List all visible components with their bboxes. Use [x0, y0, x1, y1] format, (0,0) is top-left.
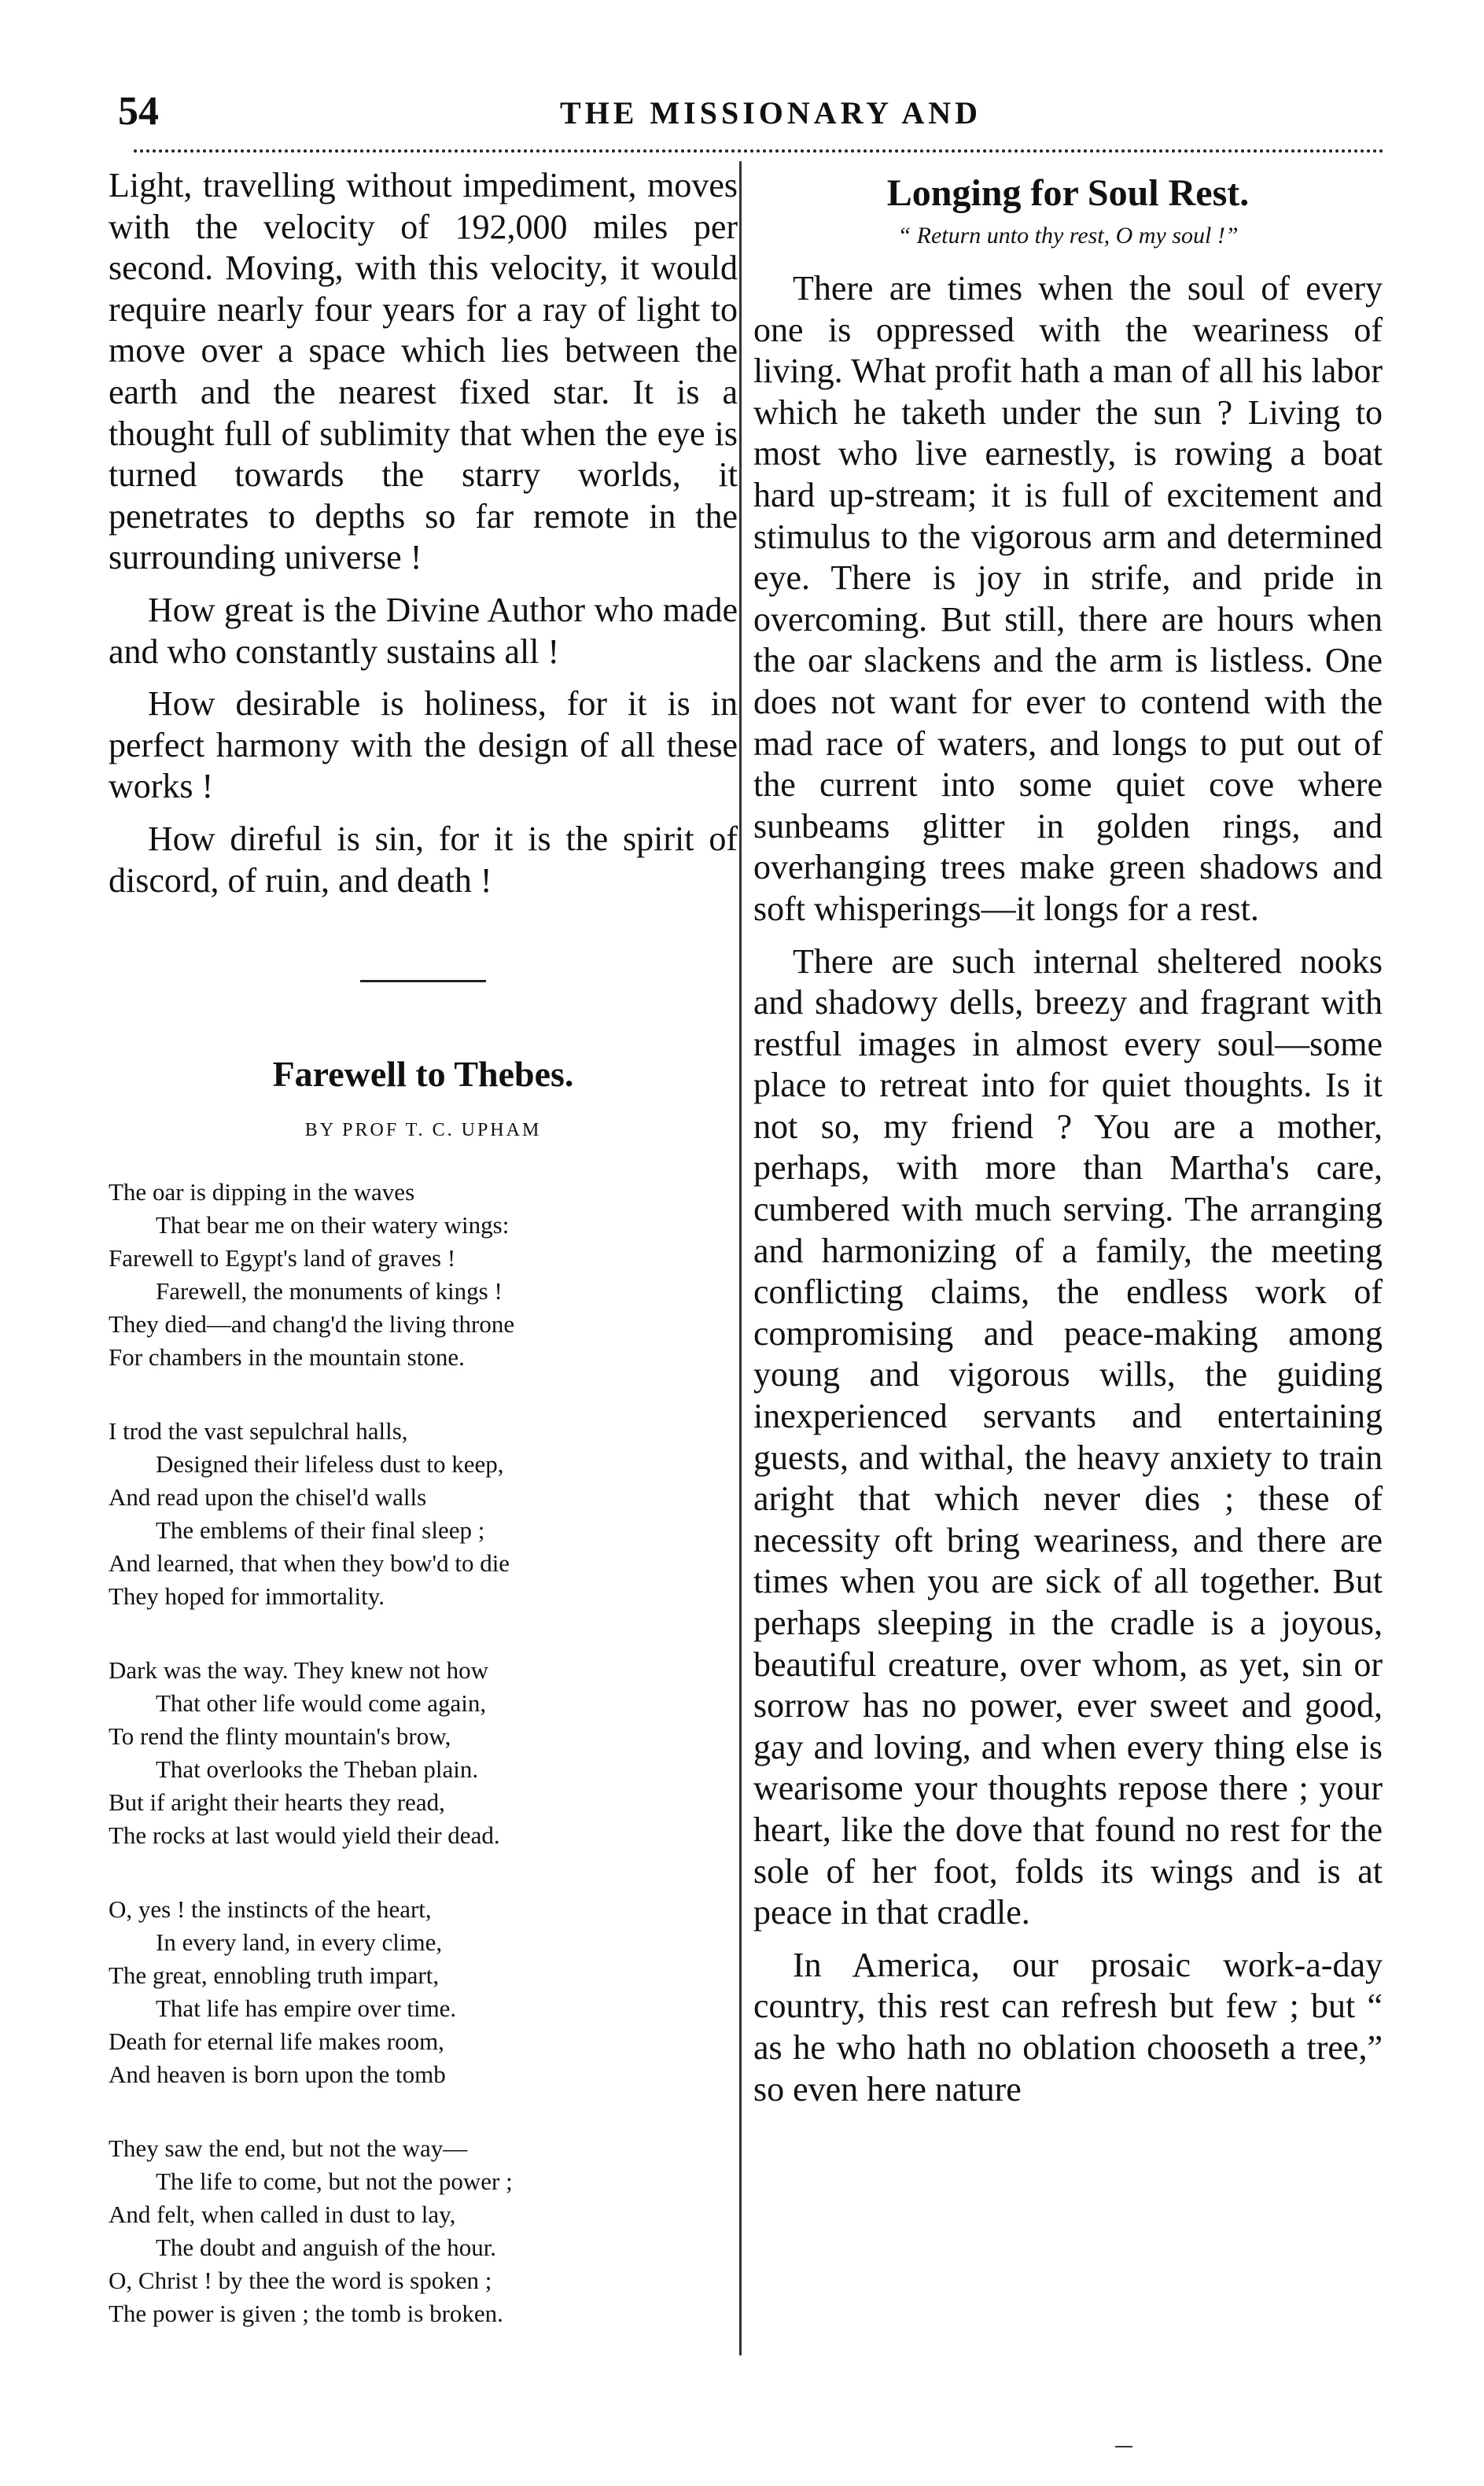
poem-line: And learned, that when they bow'd to die	[109, 1549, 510, 1578]
paragraph: Light, travelling without impediment, moves with the velocity of 192,000 miles per second. Moving, with this velocity, it would require nearly four years for a ray of light to move over a space which lies between the earth and the nearest fixed star. It is a thought full of sublimity that when the eye is turned towards the starry worlds, it penetrates to depths so far remote in the surrounding universe !	[109, 166, 738, 577]
poem-line: I trod the vast sepulchral halls,	[109, 1417, 408, 1446]
running-head: THE MISSIONARY AND	[559, 95, 982, 131]
poem-line: They saw the end, but not the way—	[109, 2134, 468, 2163]
poem-line: O, Christ ! by thee the word is spoken ;	[109, 2267, 492, 2295]
left-column	[109, 165, 738, 2371]
article-title: Longing for Soul Rest.	[886, 172, 1250, 214]
footer-mark	[1115, 2446, 1132, 2447]
paragraph: There are such internal sheltered nooks and shadowy dells, breezy and fragrant with restful images in almost every soul—some place to retreat into for quiet thoughts. Is it not so, my friend ? You are a mother, perhaps, with more than Martha's care, cumbered with much serving. The arranging and harmonizing of a family, the meeting conflicting claims, the endless work of compromising and peace-making among young and vigorous wills, the guiding inexperienced servants and entertaining guests, and withal, the heavy anxiety to train aright that which never dies ; these of necessity oft bring weariness, and there are times when you are sick of all together. But perhaps sleeping in the cradle is a joyous, beautiful creature, over whom, as yet, sin or sorrow has no power, ever sweet and good, gay and loving, and when every thing else is wearisome your thoughts repose there ; your heart, like the dove that found no rest for the sole of her foot, folds its wings and is at peace in that cradle.	[753, 941, 1383, 1932]
poem-stanza	[109, 1893, 738, 2091]
poem-line: In every land, in every clime,	[156, 1928, 443, 1957]
paragraph: There are times when the soul of every one is oppressed with the weariness of living. What profit hath a man of all his labor which he taketh under the sun ? Living to most who live earnestly, is rowing a boat hard up-stream; it is full of excitement and stimulus to the vigorous arm and determined eye. There is joy in strife, and pride in overcoming. But still, there are hours when the oar slackens and the arm is listless. One does not want for ever to contend with the mad race of waters, and longs to put out of the current into some quiet cove where sunbeams glitter in golden rings, and overhanging trees make green shadows and soft whisperings—it longs for a rest.	[753, 269, 1383, 928]
article-epigraph: “ Return unto thy rest, O my soul !”	[897, 223, 1239, 249]
poem-line: The emblems of their final sleep ;	[156, 1516, 485, 1545]
poem-line: That life has empire over time.	[156, 1994, 457, 2023]
section-divider	[360, 980, 486, 982]
right-column	[753, 165, 1383, 2121]
poem-line: For chambers in the mountain stone.	[109, 1343, 465, 1372]
poem-line: But if aright their hearts they read,	[109, 1788, 445, 1817]
poem-line: Dark was the way. They knew not how	[109, 1656, 488, 1685]
poem-line: The oar is dipping in the waves	[109, 1178, 415, 1206]
poem-line: Death for eternal life makes room,	[109, 2027, 444, 2056]
poem-line: The great, ennobling truth impart,	[109, 1961, 440, 1990]
poem-line: They hoped for immortality.	[109, 1582, 385, 1611]
poem-line: That bear me on their watery wings:	[156, 1211, 510, 1239]
poem-stanza	[109, 1654, 738, 1852]
poem-line: And read upon the chisel'd walls	[109, 1483, 427, 1512]
poem-line: That overlooks the Theban plain.	[156, 1755, 479, 1784]
poem-line: They died—and chang'd the living throne	[109, 1310, 515, 1339]
poem-stanza	[109, 2132, 738, 2330]
paragraph: In America, our prosaic work-a-day country, this rest can refresh but few ; but “ as he who hath no oblation chooseth a tree,” so even here nature	[753, 1945, 1383, 2108]
page-number: 54	[118, 89, 159, 134]
poem-line: The life to come, but not the power ;	[156, 2167, 513, 2196]
poem-line: O, yes ! the instincts of the heart,	[109, 1895, 432, 1924]
paragraph: How desirable is holiness, for it is in perfect harmony with the design of all these works !	[109, 684, 738, 806]
poem-line: Farewell, the monuments of kings !	[156, 1277, 503, 1306]
poem-line: The doubt and anguish of the hour.	[156, 2234, 497, 2262]
poem-line: The power is given ; the tomb is broken.	[109, 2300, 503, 2328]
header-rule	[134, 149, 1384, 157]
poem-line: The rocks at last would yield their dead.	[109, 1821, 500, 1850]
poem-title: Farewell to Thebes.	[272, 1054, 574, 1095]
poem-stanza	[109, 1176, 738, 1374]
poem-stanza	[109, 1415, 738, 1613]
poem-line: To rend the flinty mountain's brow,	[109, 1722, 451, 1751]
poem-line: And felt, when called in dust to lay,	[109, 2201, 456, 2229]
poem-line: Designed their lifeless dust to keep,	[156, 1450, 504, 1479]
poem-line: That other life would come again,	[156, 1689, 487, 1718]
poem-line: Farewell to Egypt's land of graves !	[109, 1244, 456, 1272]
poem-byline: BY PROF T. C. UPHAM	[304, 1120, 542, 1141]
column-rule	[739, 161, 742, 2355]
paragraph: How direful is sin, for it is the spirit of discord, of ruin, and death !	[109, 819, 738, 900]
poem-line: And heaven is born upon the tomb	[109, 2061, 446, 2089]
paragraph: How great is the Divine Author who made and who constantly sustains all !	[109, 590, 738, 671]
